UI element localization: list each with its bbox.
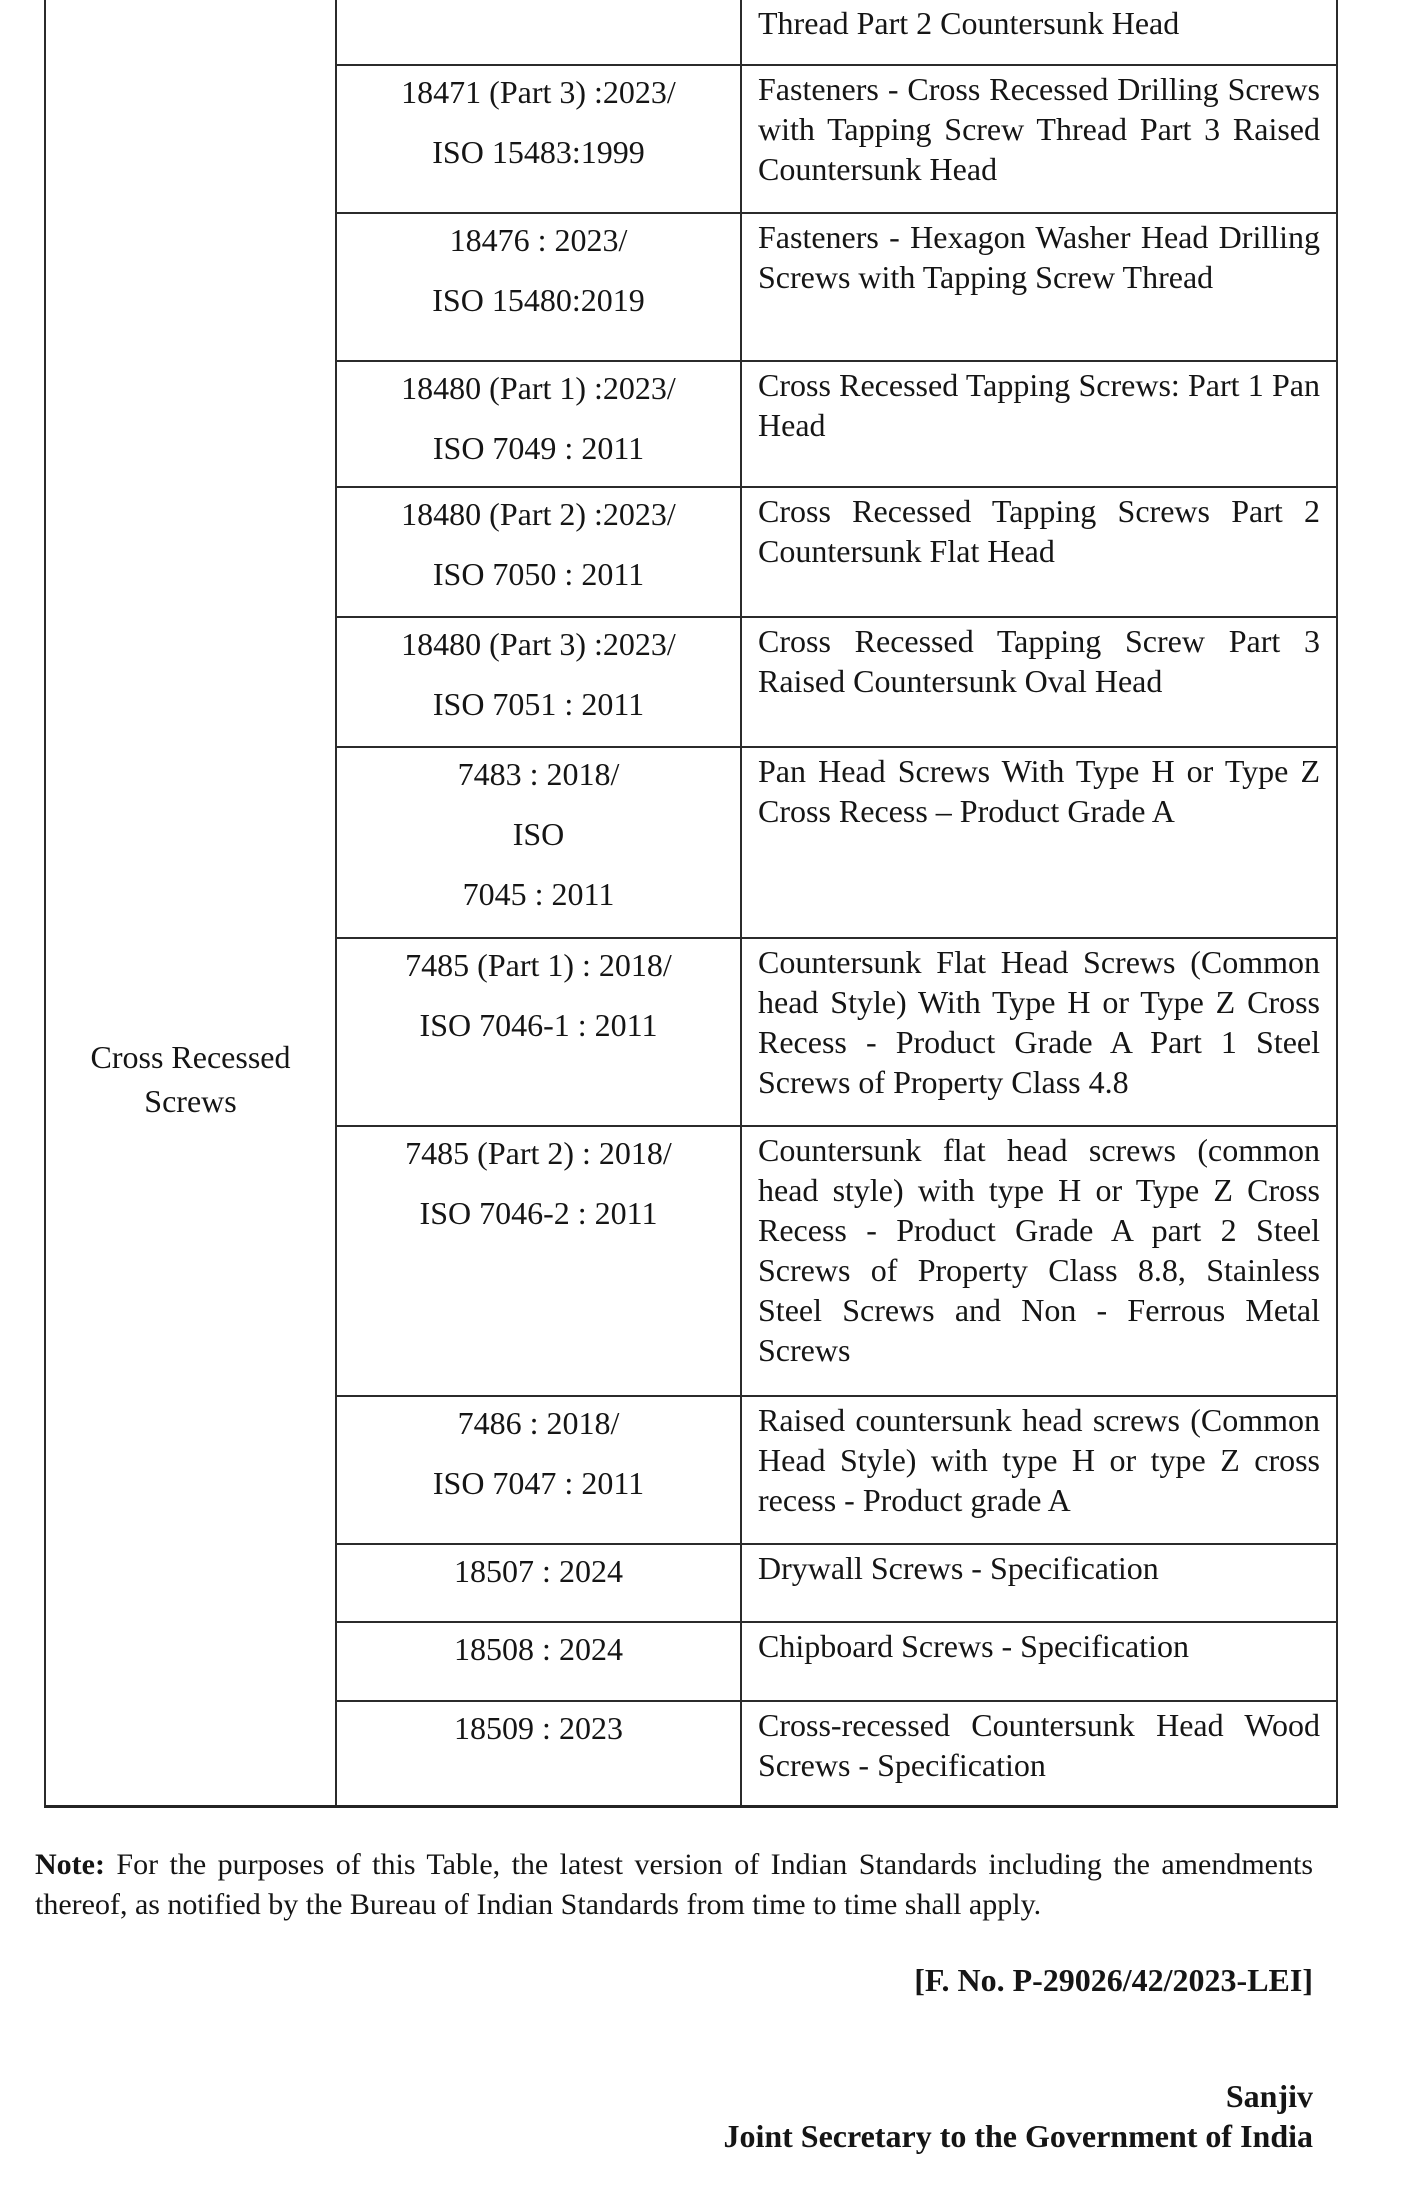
is-number-cell — [337, 486, 742, 616]
is-number-line: 18480 (Part 1) :2023/ — [401, 370, 676, 406]
standard-title-cell: Chipboard Screws - Specification — [742, 1621, 1336, 1700]
note-label: Note: — [35, 1848, 105, 1881]
is-number-cell — [337, 1125, 742, 1395]
is-number-cell — [337, 616, 742, 746]
signatory-title: Joint Secretary to the Government of India — [723, 2118, 1313, 2154]
file-number: [F. No. P-29026/42/2023-LEI] — [914, 1962, 1313, 1998]
signature-block — [35, 2076, 1313, 2156]
is-number-line: 18480 (Part 2) :2023/ — [401, 496, 676, 532]
signatory-name: Sanjiv — [1225, 2078, 1313, 2114]
is-number-cell — [337, 212, 742, 360]
standard-title-cell: Cross-recessed Countersunk Head Wood Screws - Specification — [742, 1700, 1336, 1805]
is-number-line: 7483 : 2018/ — [457, 756, 620, 792]
standard-title-cell: Fasteners - Cross Recessed Drilling Screws with Tapping Screw Thread Part 3 Raised Countersunk Head — [742, 64, 1336, 212]
is-number-line: 18508 : 2024 — [454, 1631, 623, 1667]
is-number-line: 18509 : 2023 — [454, 1710, 623, 1746]
standard-title-cell: Drywall Screws - Specification — [742, 1543, 1336, 1621]
is-number-line: ISO 7046-1 : 2011 — [419, 1007, 658, 1043]
note-paragraph — [35, 1845, 1313, 1925]
is-number-line: ISO — [512, 816, 565, 852]
standard-title-cell: Pan Head Screws With Type H or Type Z Cross Recess – Product Grade A — [742, 746, 1336, 937]
is-number-line: ISO 7047 : 2011 — [432, 1465, 645, 1501]
is-number-line: 18476 : 2023/ — [449, 222, 628, 258]
is-number-line: 7485 (Part 2) : 2018/ — [405, 1135, 672, 1171]
is-number-cell — [337, 0, 742, 64]
standard-title-cell: Cross Recessed Tapping Screws: Part 1 Pan Head — [742, 360, 1336, 486]
note-text: For the purposes of this Table, the latest version of Indian Standards including the amendments thereof, as notified by the Bureau of Indian Standards from time to time shall apply. — [35, 1848, 1313, 1921]
is-number-line: ISO 7046-2 : 2011 — [419, 1195, 658, 1231]
category-label: Cross Recessed Screws — [90, 1039, 291, 1119]
standard-title-cell: Thread Part 2 Countersunk Head — [758, 5, 1180, 41]
is-number-line: ISO 7050 : 2011 — [432, 556, 645, 592]
standard-title-cell: Raised countersunk head screws (Common Head Style) with type H or type Z cross recess - Product grade A — [742, 1395, 1336, 1543]
is-number-line: 7045 : 2011 — [462, 876, 615, 912]
is-number-cell — [337, 1621, 742, 1700]
is-number-cell — [337, 1395, 742, 1543]
is-number-line: ISO 15480:2019 — [432, 282, 645, 318]
standards-table — [44, 0, 1338, 1808]
is-number-line: 7485 (Part 1) : 2018/ — [405, 947, 672, 983]
is-number-cell — [337, 1543, 742, 1621]
is-number-cell — [337, 360, 742, 486]
standard-title-cell: Cross Recessed Tapping Screws Part 2 Countersunk Flat Head — [742, 486, 1336, 616]
is-number-line: ISO 15483:1999 — [432, 134, 645, 170]
is-number-line: 7486 : 2018/ — [457, 1405, 620, 1441]
is-number-line: ISO 7051 : 2011 — [432, 686, 645, 722]
is-number-cell — [337, 64, 742, 212]
standard-title-cell: Countersunk flat head screws (common head style) with type H or Type Z Cross Recess - Product Grade A part 2 Steel Screws of Property Class 8.8, Stainless Steel Screws and Non - Ferrous Metal Screws — [742, 1125, 1336, 1395]
is-number-cell — [337, 937, 742, 1125]
is-number-line: ISO 7049 : 2011 — [432, 430, 645, 466]
is-number-line: 18507 : 2024 — [454, 1553, 623, 1589]
standard-title-cell: Countersunk Flat Head Screws (Common head Style) With Type H or Type Z Cross Recess - Product Grade A Part 1 Steel Screws of Property Class 4.8 — [742, 937, 1336, 1125]
standard-title-cell: Cross Recessed Tapping Screw Part 3 Raised Countersunk Oval Head — [742, 616, 1336, 746]
is-number-line: 18480 (Part 3) :2023/ — [401, 626, 676, 662]
standard-title-cell: Fasteners - Hexagon Washer Head Drilling Screws with Tapping Screw Thread — [742, 212, 1336, 360]
is-number-line: 18471 (Part 3) :2023/ — [401, 74, 676, 110]
category-cell — [46, 0, 337, 1805]
is-number-cell — [337, 1700, 742, 1805]
is-number-cell — [337, 746, 742, 937]
